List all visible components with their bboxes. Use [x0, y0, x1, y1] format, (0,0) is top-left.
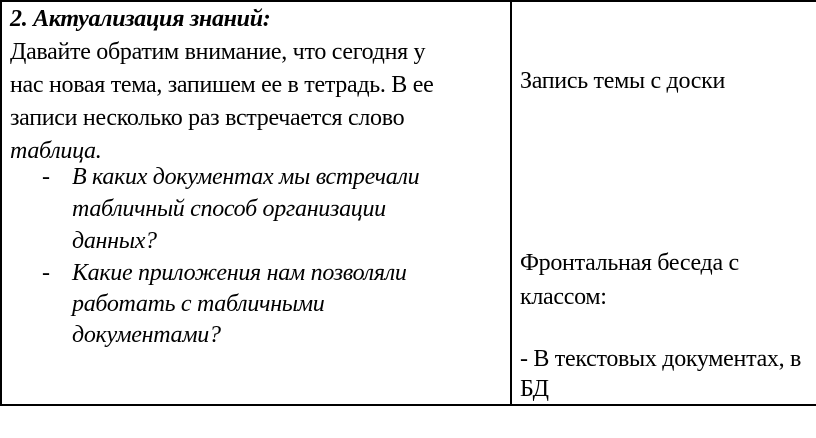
question-1-line-2: табличный способ организации [72, 196, 386, 222]
question-2-line-1: Какие приложения нам позволяли [72, 260, 407, 286]
table-border-bottom [0, 404, 816, 406]
question-2-line-2: работать с табличными [72, 291, 325, 317]
paragraph-italic-word: таблица. [10, 138, 102, 164]
question-1-line-1: В каких документах мы встречали [72, 164, 420, 190]
student-activity-cell [520, 0, 816, 404]
table-border-left [0, 0, 2, 406]
paragraph-line-2: нас новая тема, запишем ее в тетрадь. В ее [10, 72, 434, 98]
record-topic-text: Запись темы с доски [520, 68, 726, 94]
question-1-bullet: - [42, 164, 50, 190]
answer-line-1: - В текстовых документах, в [520, 346, 802, 372]
column-divider [510, 0, 512, 406]
section-heading: 2. Актуализация знаний: [10, 6, 271, 32]
question-1-line-3: данных? [72, 228, 157, 254]
question-2-bullet: - [42, 260, 50, 286]
paragraph-line-1: Давайте обратим внимание, что сегодня у [10, 39, 426, 65]
question-2-line-3: документами? [72, 322, 221, 348]
frontal-discussion-line-1: Фронтальная беседа с [520, 250, 739, 276]
answer-line-2: БД [520, 376, 549, 402]
frontal-discussion-line-2: классом: [520, 284, 607, 310]
paragraph-line-3: записи несколько раз встречается слово [10, 105, 405, 131]
